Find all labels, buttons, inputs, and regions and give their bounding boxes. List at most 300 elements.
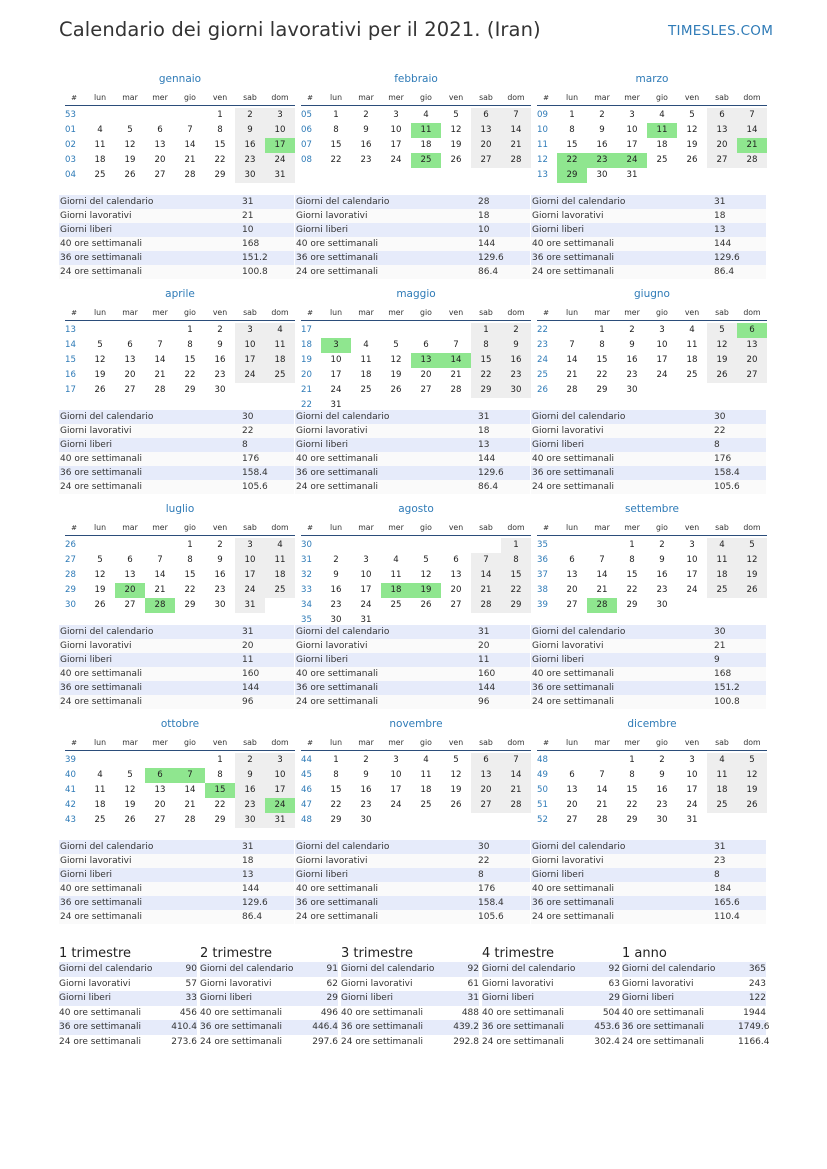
- holiday-day-cell[interactable]: 22: [557, 153, 587, 168]
- day-cell[interactable]: 9: [659, 554, 665, 565]
- day-cell[interactable]: 15: [501, 568, 531, 583]
- day-cell[interactable]: 3: [235, 538, 265, 553]
- day-cell[interactable]: 21: [566, 369, 578, 380]
- day-cell[interactable]: 17: [656, 354, 668, 365]
- day-cell[interactable]: 9: [363, 124, 369, 135]
- day-cell[interactable]: 25: [390, 599, 402, 610]
- day-cell[interactable]: 31: [360, 614, 372, 625]
- day-cell[interactable]: 27: [154, 814, 166, 825]
- day-cell[interactable]: 9: [599, 124, 605, 135]
- day-cell[interactable]: 9: [333, 569, 339, 580]
- day-cell[interactable]: 29: [471, 383, 501, 398]
- day-cell[interactable]: 21: [501, 783, 531, 798]
- day-cell[interactable]: 23: [656, 799, 668, 810]
- day-cell[interactable]: 21: [471, 583, 501, 598]
- holiday-day-cell[interactable]: 24: [265, 798, 295, 813]
- day-cell[interactable]: 12: [450, 769, 462, 780]
- day-cell[interactable]: 10: [265, 123, 295, 138]
- day-cell[interactable]: 12: [420, 569, 432, 580]
- day-cell[interactable]: 27: [707, 153, 737, 168]
- day-cell[interactable]: 21: [596, 799, 608, 810]
- day-cell[interactable]: 9: [235, 123, 265, 138]
- day-cell[interactable]: 23: [501, 368, 531, 383]
- day-cell[interactable]: 24: [235, 583, 265, 598]
- day-cell[interactable]: 3: [629, 109, 635, 120]
- day-cell[interactable]: 8: [501, 553, 531, 568]
- day-cell[interactable]: 11: [94, 139, 106, 150]
- day-cell[interactable]: 4: [97, 769, 103, 780]
- day-cell[interactable]: 6: [453, 554, 459, 565]
- day-cell[interactable]: 25: [94, 169, 106, 180]
- day-cell[interactable]: 4: [97, 124, 103, 135]
- holiday-day-cell[interactable]: 25: [411, 153, 441, 168]
- day-cell[interactable]: 23: [214, 584, 226, 595]
- day-cell[interactable]: 21: [450, 369, 462, 380]
- day-cell[interactable]: 16: [626, 354, 638, 365]
- day-cell[interactable]: 19: [450, 784, 462, 795]
- day-cell[interactable]: 19: [390, 369, 402, 380]
- day-cell[interactable]: 17: [390, 139, 402, 150]
- day-cell[interactable]: 31: [330, 399, 342, 410]
- day-cell[interactable]: 23: [626, 369, 638, 380]
- day-cell[interactable]: 10: [235, 338, 265, 353]
- day-cell[interactable]: 25: [94, 814, 106, 825]
- day-cell[interactable]: 29: [214, 169, 226, 180]
- day-cell[interactable]: 9: [235, 768, 265, 783]
- day-cell[interactable]: 1: [599, 324, 605, 335]
- day-cell[interactable]: 28: [501, 798, 531, 813]
- day-cell[interactable]: 11: [265, 338, 295, 353]
- day-cell[interactable]: 18: [686, 354, 698, 365]
- day-cell[interactable]: 23: [330, 599, 342, 610]
- day-cell[interactable]: 31: [626, 169, 638, 180]
- day-cell[interactable]: 21: [596, 584, 608, 595]
- day-cell[interactable]: 2: [217, 539, 223, 550]
- day-cell[interactable]: 13: [707, 123, 737, 138]
- day-cell[interactable]: 26: [707, 368, 737, 383]
- day-cell[interactable]: 30: [214, 384, 226, 395]
- day-cell[interactable]: 15: [330, 784, 342, 795]
- day-cell[interactable]: 6: [127, 554, 133, 565]
- day-cell[interactable]: 16: [360, 139, 372, 150]
- day-cell[interactable]: 18: [265, 353, 295, 368]
- day-cell[interactable]: 4: [689, 324, 695, 335]
- day-cell[interactable]: 19: [450, 139, 462, 150]
- day-cell[interactable]: 17: [235, 353, 265, 368]
- day-cell[interactable]: 19: [124, 154, 136, 165]
- day-cell[interactable]: 23: [235, 798, 265, 813]
- day-cell[interactable]: 17: [235, 568, 265, 583]
- day-cell[interactable]: 12: [450, 124, 462, 135]
- day-cell[interactable]: 7: [501, 108, 531, 123]
- day-cell[interactable]: 21: [501, 138, 531, 153]
- day-cell[interactable]: 4: [363, 339, 369, 350]
- day-cell[interactable]: 13: [737, 338, 767, 353]
- day-cell[interactable]: 12: [737, 768, 767, 783]
- day-cell[interactable]: 28: [184, 814, 196, 825]
- day-cell[interactable]: 16: [235, 138, 265, 153]
- day-cell[interactable]: 28: [596, 814, 608, 825]
- day-cell[interactable]: 20: [471, 138, 501, 153]
- holiday-day-cell[interactable]: 17: [265, 138, 295, 153]
- day-cell[interactable]: 2: [659, 754, 665, 765]
- day-cell[interactable]: 3: [689, 754, 695, 765]
- day-cell[interactable]: 5: [707, 323, 737, 338]
- day-cell[interactable]: 29: [330, 814, 342, 825]
- day-cell[interactable]: 7: [157, 339, 163, 350]
- day-cell[interactable]: 1: [187, 539, 193, 550]
- day-cell[interactable]: 12: [124, 139, 136, 150]
- day-cell[interactable]: 30: [596, 169, 608, 180]
- day-cell[interactable]: 5: [689, 109, 695, 120]
- day-cell[interactable]: 2: [363, 754, 369, 765]
- day-cell[interactable]: 26: [420, 599, 432, 610]
- day-cell[interactable]: 11: [360, 354, 372, 365]
- day-cell[interactable]: 20: [566, 584, 578, 595]
- day-cell[interactable]: 12: [94, 354, 106, 365]
- day-cell[interactable]: 15: [184, 569, 196, 580]
- day-cell[interactable]: 16: [656, 569, 668, 580]
- day-cell[interactable]: 31: [265, 168, 295, 183]
- day-cell[interactable]: 7: [599, 554, 605, 565]
- day-cell[interactable]: 16: [596, 139, 608, 150]
- day-cell[interactable]: 8: [569, 124, 575, 135]
- day-cell[interactable]: 10: [390, 124, 402, 135]
- day-cell[interactable]: 24: [686, 799, 698, 810]
- day-cell[interactable]: 3: [659, 324, 665, 335]
- day-cell[interactable]: 2: [235, 753, 265, 768]
- day-cell[interactable]: 10: [265, 768, 295, 783]
- holiday-day-cell[interactable]: 20: [115, 583, 145, 598]
- holiday-day-cell[interactable]: 13: [411, 353, 441, 368]
- day-cell[interactable]: 4: [265, 538, 295, 553]
- day-cell[interactable]: 2: [217, 324, 223, 335]
- day-cell[interactable]: 11: [390, 569, 402, 580]
- day-cell[interactable]: 20: [450, 584, 462, 595]
- day-cell[interactable]: 15: [471, 353, 501, 368]
- day-cell[interactable]: 9: [501, 338, 531, 353]
- day-cell[interactable]: 21: [154, 369, 166, 380]
- day-cell[interactable]: 23: [235, 153, 265, 168]
- day-cell[interactable]: 1: [217, 754, 223, 765]
- day-cell[interactable]: 7: [569, 339, 575, 350]
- day-cell[interactable]: 20: [154, 799, 166, 810]
- day-cell[interactable]: 20: [471, 783, 501, 798]
- day-cell[interactable]: 1: [333, 754, 339, 765]
- day-cell[interactable]: 18: [265, 568, 295, 583]
- day-cell[interactable]: 7: [737, 108, 767, 123]
- day-cell[interactable]: 5: [97, 554, 103, 565]
- day-cell[interactable]: 26: [737, 583, 767, 598]
- day-cell[interactable]: 14: [154, 354, 166, 365]
- day-cell[interactable]: 29: [501, 598, 531, 613]
- day-cell[interactable]: 22: [184, 369, 196, 380]
- day-cell[interactable]: 18: [94, 154, 106, 165]
- day-cell[interactable]: 14: [501, 123, 531, 138]
- day-cell[interactable]: 29: [184, 384, 196, 395]
- day-cell[interactable]: 13: [450, 569, 462, 580]
- day-cell[interactable]: 3: [393, 754, 399, 765]
- day-cell[interactable]: 24: [330, 384, 342, 395]
- day-cell[interactable]: 2: [501, 323, 531, 338]
- day-cell[interactable]: 15: [214, 139, 226, 150]
- day-cell[interactable]: 16: [214, 354, 226, 365]
- day-cell[interactable]: 25: [707, 798, 737, 813]
- day-cell[interactable]: 28: [737, 153, 767, 168]
- day-cell[interactable]: 1: [217, 109, 223, 120]
- day-cell[interactable]: 25: [360, 384, 372, 395]
- day-cell[interactable]: 26: [94, 384, 106, 395]
- day-cell[interactable]: 9: [629, 339, 635, 350]
- day-cell[interactable]: 2: [333, 554, 339, 565]
- day-cell[interactable]: 3: [265, 753, 295, 768]
- day-cell[interactable]: 18: [707, 568, 737, 583]
- day-cell[interactable]: 20: [154, 154, 166, 165]
- holiday-day-cell[interactable]: 19: [411, 583, 441, 598]
- day-cell[interactable]: 19: [94, 369, 106, 380]
- day-cell[interactable]: 12: [390, 354, 402, 365]
- day-cell[interactable]: 24: [686, 584, 698, 595]
- day-cell[interactable]: 29: [626, 599, 638, 610]
- holiday-day-cell[interactable]: 6: [737, 323, 767, 338]
- day-cell[interactable]: 4: [423, 109, 429, 120]
- day-cell[interactable]: 30: [501, 383, 531, 398]
- day-cell[interactable]: 22: [596, 369, 608, 380]
- day-cell[interactable]: 27: [471, 798, 501, 813]
- day-cell[interactable]: 25: [707, 583, 737, 598]
- day-cell[interactable]: 26: [124, 169, 136, 180]
- day-cell[interactable]: 28: [154, 384, 166, 395]
- day-cell[interactable]: 27: [471, 153, 501, 168]
- day-cell[interactable]: 13: [124, 569, 136, 580]
- day-cell[interactable]: 22: [501, 583, 531, 598]
- holiday-day-cell[interactable]: 6: [145, 768, 175, 783]
- day-cell[interactable]: 17: [626, 139, 638, 150]
- day-cell[interactable]: 23: [360, 154, 372, 165]
- holiday-day-cell[interactable]: 14: [441, 353, 471, 368]
- day-cell[interactable]: 13: [566, 569, 578, 580]
- day-cell[interactable]: 17: [360, 584, 372, 595]
- day-cell[interactable]: 9: [363, 769, 369, 780]
- day-cell[interactable]: 8: [217, 769, 223, 780]
- day-cell[interactable]: 14: [596, 784, 608, 795]
- day-cell[interactable]: 7: [501, 753, 531, 768]
- day-cell[interactable]: 26: [390, 384, 402, 395]
- holiday-day-cell[interactable]: 21: [737, 138, 767, 153]
- day-cell[interactable]: 6: [471, 108, 501, 123]
- day-cell[interactable]: 30: [235, 813, 265, 828]
- holiday-day-cell[interactable]: 18: [381, 583, 411, 598]
- day-cell[interactable]: 19: [737, 783, 767, 798]
- day-cell[interactable]: 25: [686, 369, 698, 380]
- day-cell[interactable]: 6: [569, 769, 575, 780]
- day-cell[interactable]: 26: [94, 599, 106, 610]
- day-cell[interactable]: 22: [214, 799, 226, 810]
- day-cell[interactable]: 30: [214, 599, 226, 610]
- day-cell[interactable]: 14: [154, 569, 166, 580]
- day-cell[interactable]: 1: [333, 109, 339, 120]
- holiday-day-cell[interactable]: 7: [175, 768, 205, 783]
- day-cell[interactable]: 6: [471, 753, 501, 768]
- day-cell[interactable]: 20: [566, 799, 578, 810]
- day-cell[interactable]: 20: [420, 369, 432, 380]
- day-cell[interactable]: 31: [686, 814, 698, 825]
- day-cell[interactable]: 17: [265, 783, 295, 798]
- day-cell[interactable]: 3: [393, 109, 399, 120]
- day-cell[interactable]: 12: [94, 569, 106, 580]
- day-cell[interactable]: 8: [187, 554, 193, 565]
- day-cell[interactable]: 22: [330, 799, 342, 810]
- day-cell[interactable]: 26: [124, 814, 136, 825]
- day-cell[interactable]: 16: [330, 584, 342, 595]
- day-cell[interactable]: 16: [235, 783, 265, 798]
- day-cell[interactable]: 13: [124, 354, 136, 365]
- holiday-day-cell[interactable]: 24: [617, 153, 647, 168]
- day-cell[interactable]: 21: [184, 799, 196, 810]
- day-cell[interactable]: 25: [265, 583, 295, 598]
- day-cell[interactable]: 28: [471, 598, 501, 613]
- day-cell[interactable]: 1: [629, 539, 635, 550]
- day-cell[interactable]: 20: [737, 353, 767, 368]
- day-cell[interactable]: 27: [154, 169, 166, 180]
- day-cell[interactable]: 28: [184, 169, 196, 180]
- day-cell[interactable]: 26: [450, 154, 462, 165]
- day-cell[interactable]: 25: [656, 154, 668, 165]
- day-cell[interactable]: 8: [471, 338, 501, 353]
- day-cell[interactable]: 19: [707, 353, 737, 368]
- day-cell[interactable]: 30: [656, 814, 668, 825]
- day-cell[interactable]: 13: [566, 784, 578, 795]
- day-cell[interactable]: 8: [217, 124, 223, 135]
- day-cell[interactable]: 4: [707, 753, 737, 768]
- day-cell[interactable]: 3: [689, 539, 695, 550]
- holiday-day-cell[interactable]: 23: [587, 153, 617, 168]
- day-cell[interactable]: 27: [124, 384, 136, 395]
- day-cell[interactable]: 5: [737, 753, 767, 768]
- day-cell[interactable]: 6: [127, 339, 133, 350]
- day-cell[interactable]: 6: [423, 339, 429, 350]
- day-cell[interactable]: 3: [235, 323, 265, 338]
- day-cell[interactable]: 10: [656, 339, 668, 350]
- day-cell[interactable]: 22: [626, 799, 638, 810]
- day-cell[interactable]: 22: [214, 154, 226, 165]
- day-cell[interactable]: 15: [566, 139, 578, 150]
- day-cell[interactable]: 5: [453, 109, 459, 120]
- day-cell[interactable]: 21: [184, 154, 196, 165]
- day-cell[interactable]: 25: [265, 368, 295, 383]
- day-cell[interactable]: 30: [656, 599, 668, 610]
- day-cell[interactable]: 11: [686, 339, 698, 350]
- day-cell[interactable]: 26: [450, 799, 462, 810]
- day-cell[interactable]: 9: [217, 554, 223, 565]
- holiday-day-cell[interactable]: 11: [647, 123, 677, 138]
- day-cell[interactable]: 2: [629, 324, 635, 335]
- day-cell[interactable]: 9: [217, 339, 223, 350]
- day-cell[interactable]: 18: [420, 139, 432, 150]
- day-cell[interactable]: 24: [360, 599, 372, 610]
- day-cell[interactable]: 10: [235, 553, 265, 568]
- day-cell[interactable]: 15: [626, 569, 638, 580]
- day-cell[interactable]: 13: [471, 768, 501, 783]
- day-cell[interactable]: 31: [235, 598, 265, 613]
- day-cell[interactable]: 10: [626, 124, 638, 135]
- day-cell[interactable]: 4: [265, 323, 295, 338]
- day-cell[interactable]: 1: [629, 754, 635, 765]
- day-cell[interactable]: 11: [707, 768, 737, 783]
- day-cell[interactable]: 6: [569, 554, 575, 565]
- day-cell[interactable]: 24: [390, 154, 402, 165]
- day-cell[interactable]: 1: [569, 109, 575, 120]
- day-cell[interactable]: 18: [360, 369, 372, 380]
- day-cell[interactable]: 9: [659, 769, 665, 780]
- day-cell[interactable]: 18: [707, 783, 737, 798]
- day-cell[interactable]: 13: [471, 123, 501, 138]
- day-cell[interactable]: 12: [707, 338, 737, 353]
- holiday-day-cell[interactable]: 28: [145, 598, 175, 613]
- day-cell[interactable]: 1: [187, 324, 193, 335]
- day-cell[interactable]: 26: [737, 798, 767, 813]
- day-cell[interactable]: 21: [154, 584, 166, 595]
- day-cell[interactable]: 11: [707, 553, 737, 568]
- day-cell[interactable]: 16: [501, 353, 531, 368]
- day-cell[interactable]: 5: [127, 124, 133, 135]
- day-cell[interactable]: 17: [686, 784, 698, 795]
- day-cell[interactable]: 5: [737, 538, 767, 553]
- holiday-day-cell[interactable]: 15: [205, 783, 235, 798]
- day-cell[interactable]: 5: [393, 339, 399, 350]
- day-cell[interactable]: 30: [330, 614, 342, 625]
- day-cell[interactable]: 18: [94, 799, 106, 810]
- day-cell[interactable]: 11: [94, 784, 106, 795]
- day-cell[interactable]: 28: [450, 384, 462, 395]
- day-cell[interactable]: 19: [737, 568, 767, 583]
- day-cell[interactable]: 27: [737, 368, 767, 383]
- day-cell[interactable]: 11: [420, 769, 432, 780]
- day-cell[interactable]: 14: [501, 768, 531, 783]
- day-cell[interactable]: 17: [390, 784, 402, 795]
- day-cell[interactable]: 14: [596, 569, 608, 580]
- day-cell[interactable]: 23: [360, 799, 372, 810]
- day-cell[interactable]: 8: [333, 124, 339, 135]
- day-cell[interactable]: 15: [184, 354, 196, 365]
- day-cell[interactable]: 16: [656, 784, 668, 795]
- day-cell[interactable]: 4: [423, 754, 429, 765]
- day-cell[interactable]: 29: [596, 384, 608, 395]
- day-cell[interactable]: 6: [707, 108, 737, 123]
- day-cell[interactable]: 2: [235, 108, 265, 123]
- day-cell[interactable]: 8: [333, 769, 339, 780]
- day-cell[interactable]: 30: [626, 384, 638, 395]
- day-cell[interactable]: 23: [656, 584, 668, 595]
- day-cell[interactable]: 4: [393, 554, 399, 565]
- day-cell[interactable]: 2: [659, 539, 665, 550]
- day-cell[interactable]: 27: [566, 599, 578, 610]
- day-cell[interactable]: 28: [566, 384, 578, 395]
- day-cell[interactable]: 16: [214, 569, 226, 580]
- day-cell[interactable]: 10: [686, 554, 698, 565]
- day-cell[interactable]: 24: [265, 153, 295, 168]
- day-cell[interactable]: 27: [450, 599, 462, 610]
- day-cell[interactable]: 2: [599, 109, 605, 120]
- day-cell[interactable]: 15: [626, 784, 638, 795]
- day-cell[interactable]: 29: [184, 599, 196, 610]
- day-cell[interactable]: 12: [737, 553, 767, 568]
- day-cell[interactable]: 10: [360, 569, 372, 580]
- day-cell[interactable]: 10: [330, 354, 342, 365]
- day-cell[interactable]: 13: [154, 784, 166, 795]
- day-cell[interactable]: 27: [420, 384, 432, 395]
- day-cell[interactable]: 30: [360, 814, 372, 825]
